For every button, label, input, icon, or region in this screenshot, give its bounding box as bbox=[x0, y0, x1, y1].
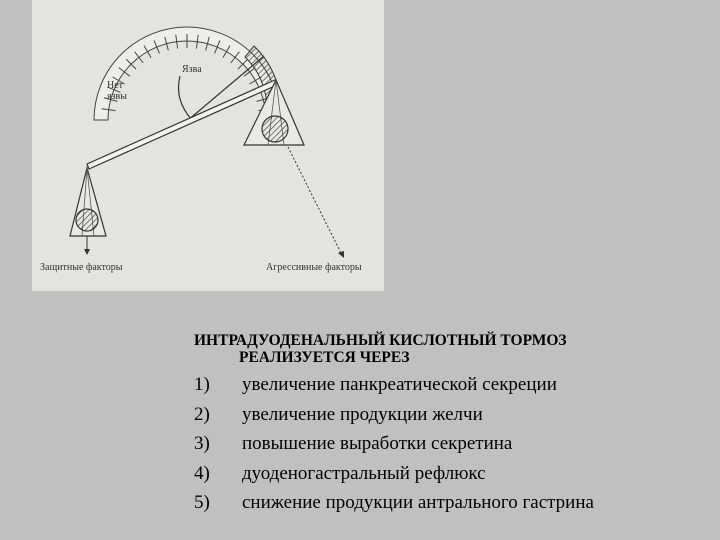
option-number: 2) bbox=[194, 403, 210, 425]
right-pan bbox=[244, 80, 344, 258]
option-number: 3) bbox=[194, 433, 210, 454]
left-pan bbox=[70, 168, 106, 255]
option-text: увеличение панкреатической секреции bbox=[242, 374, 557, 395]
balance-diagram bbox=[32, 0, 384, 291]
arc-divider bbox=[179, 76, 193, 120]
question-line-1: ИНТРАДУОДЕНАЛЬНЫЙ КИСЛОТНЫЙ ТОРМОЗ bbox=[194, 332, 567, 349]
label-aggressive-factors: Агрессивные факторы bbox=[266, 262, 362, 273]
option-number: 1) bbox=[194, 374, 210, 395]
option-text: снижение продукции антрального гастрина bbox=[242, 492, 594, 513]
option-text: увеличение продукции желчи bbox=[242, 403, 483, 425]
option-text: дуоденогастральный рефлюкс bbox=[242, 462, 486, 484]
balance-figure bbox=[32, 0, 384, 291]
label-no-ulcer: Нет язвы bbox=[107, 80, 127, 102]
option-number: 5) bbox=[194, 492, 210, 513]
label-protective-factors: Защитные факторы bbox=[40, 262, 123, 273]
question-title bbox=[194, 332, 714, 366]
label-ulcer: Язва bbox=[182, 64, 202, 75]
question-line-2: РЕАЛИЗУЕТСЯ ЧЕРЕЗ bbox=[239, 349, 410, 366]
option-text: повышение выработки секретина bbox=[242, 433, 513, 454]
option-number: 4) bbox=[194, 462, 210, 484]
